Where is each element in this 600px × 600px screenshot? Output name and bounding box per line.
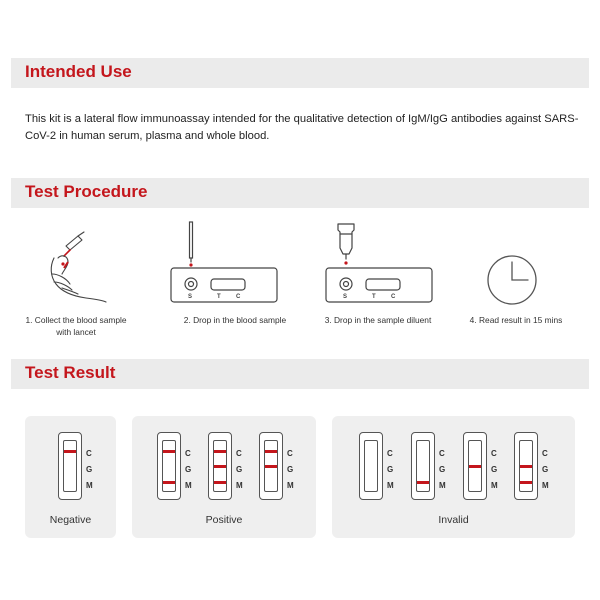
- lancet-hand-icon: [6, 218, 146, 314]
- test-procedure-title: Test Procedure: [25, 182, 148, 201]
- test-strip-negative: C G M: [58, 432, 92, 500]
- test-strip-invalid-igg-igm: C G M: [514, 432, 548, 500]
- positive-label: Positive: [205, 514, 243, 526]
- dropper-cassette-icon: [165, 218, 305, 314]
- cassette-label-c: C: [236, 294, 241, 300]
- clock-icon: [446, 218, 586, 314]
- invalid-result-card: [332, 416, 575, 538]
- test-strip-invalid-igg: C G M: [463, 432, 497, 500]
- step-4-caption: 4. Read result in 15 mins: [469, 315, 563, 325]
- step-2-caption: 2. Drop in the blood sample: [183, 315, 287, 325]
- intended-use-header: [11, 58, 589, 88]
- igg-line: [469, 465, 481, 468]
- test-strip-positive-igm: C G M: [157, 432, 191, 500]
- test-strip-positive-igg: C G M: [259, 432, 293, 500]
- procedure-step-3: [308, 218, 448, 348]
- igg-line: [265, 465, 277, 468]
- control-line: [265, 450, 277, 453]
- igm-line: [417, 481, 429, 484]
- test-strip-positive-igg-igm: C G M: [208, 432, 242, 500]
- invalid-label: Invalid: [438, 514, 469, 526]
- control-line: [163, 450, 175, 453]
- igm-line: [520, 481, 532, 484]
- igm-line: [214, 481, 226, 484]
- igm-line: [163, 481, 175, 484]
- test-strip-invalid-blank: C G M: [359, 432, 393, 500]
- diluent-cassette-icon: [308, 218, 448, 314]
- igg-line: [520, 465, 532, 468]
- test-procedure-header: [11, 178, 589, 208]
- cassette-label-s: S: [188, 294, 193, 300]
- intended-use-title: Intended Use: [25, 62, 132, 81]
- test-result-title: Test Result: [25, 363, 116, 382]
- igg-line: [214, 465, 226, 468]
- step-3-caption: 3. Drop in the sample diluent: [324, 315, 432, 325]
- negative-label: Negative: [49, 514, 92, 526]
- control-line: [64, 450, 76, 453]
- test-strip-invalid-igm: C G M: [411, 432, 445, 500]
- test-result-header: [11, 359, 589, 389]
- negative-result-card: [25, 416, 116, 538]
- procedure-step-4: [446, 218, 586, 348]
- cassette-label-t: T: [372, 294, 376, 300]
- procedure-step-1: [6, 218, 146, 348]
- cassette-label-s: S: [343, 294, 348, 300]
- intended-use-text: This kit is a lateral flow immunoassay intended for the qualitative detection of IgM/IgG antibodies against SARS-CoV-2 in human serum, plasma and whole blood.: [25, 113, 579, 142]
- procedure-step-2: [165, 218, 305, 348]
- positive-result-card: [132, 416, 316, 538]
- cassette-label-c: C: [391, 294, 396, 300]
- cassette-label-t: T: [217, 294, 221, 300]
- control-line: [214, 450, 226, 453]
- step-1-caption: 1. Collect the blood sample with lancet: [25, 315, 127, 337]
